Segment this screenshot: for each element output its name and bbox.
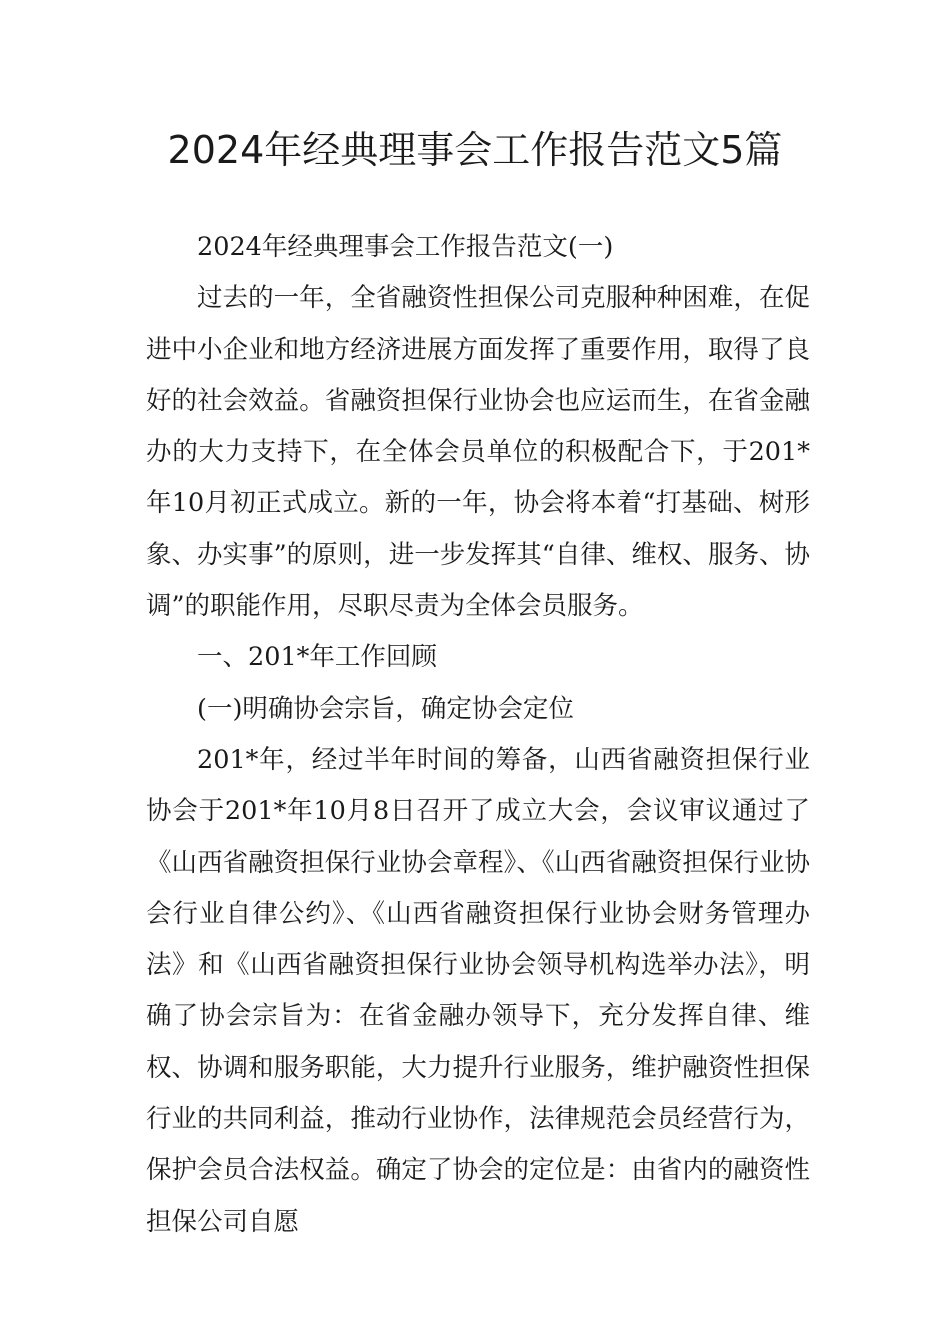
document-title: 2024年经典理事会工作报告范文5篇 [167, 128, 783, 172]
body-paragraph: 201*年，经过半年时间的筹备，山西省融资担保行业协会于201*年10月8日召开了成立大会，会议审议通过了《山西省融资担保行业协会章程》、《山西省融资担保行业协会行业自律公约》、《山西省融资担保行业协会财务管理办法》和《山西省融资担保行业协会领导机构选举办法》，明确了协会宗旨为：在省金融办领导下，充分发挥自律、维权、协调和服务职能，大力提升行业服务，维护融资性担保行业的共同利益，推动行业协作，法律规范会员经营行为，保护会员合法权益。确定了协会的定位是：由省内的融资性担保公司自愿 [146, 744, 810, 1237]
document-body [146, 222, 810, 1248]
section-heading-review: 一、201*年工作回顾 [197, 642, 437, 673]
intro-paragraph: 过去的一年，全省融资性担保公司克服种种困难，在促进中小企业和地方经济进展方面发挥了重要作用，取得了良好的社会效益。省融资担保行业协会也应运而生，在省金融办的大力支持下，在全体会员单位的积极配合下，于201*年10月初正式成立。新的一年，协会将本着“打基础、树形象、办实事”的原则，进一步发挥其“自律、维权、服务、协调”的职能作用，尽职尽责为全体会员服务。 [146, 283, 810, 622]
subsection-heading: (一)明确协会宗旨，确定协会定位 [197, 693, 574, 724]
section-heading-one: 2024年经典理事会工作报告范文(一) [197, 232, 614, 262]
